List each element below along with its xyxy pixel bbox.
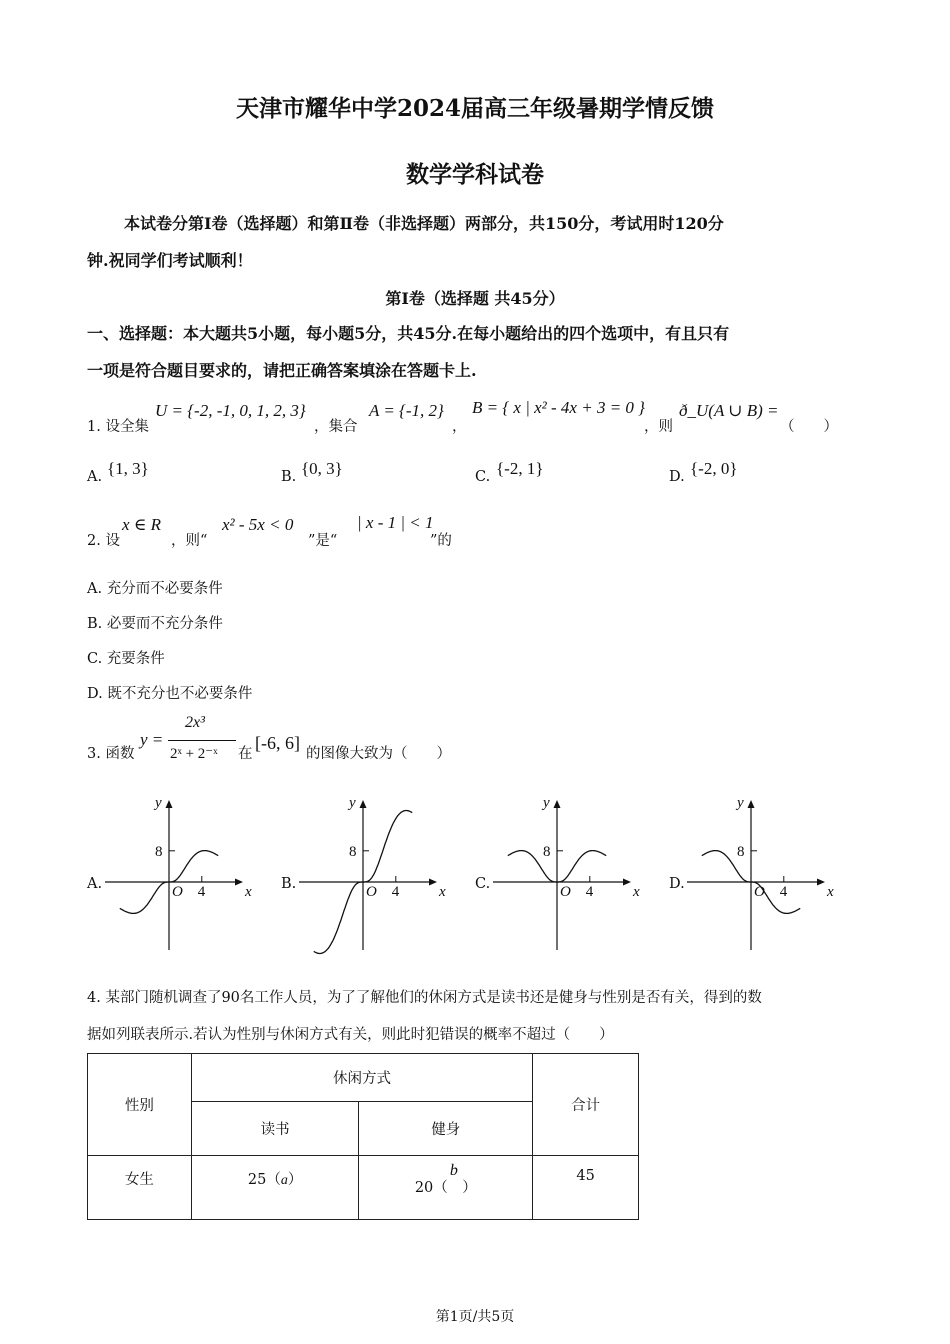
y-tick-label: 8: [155, 843, 163, 860]
row-female-label: 女生: [88, 1156, 192, 1220]
q1-option-d-value: {-2, 0}: [690, 459, 738, 478]
q2-suffix: ”的: [430, 533, 452, 549]
q2-variable: x ∈ R: [122, 515, 162, 534]
x-axis-arrow: [429, 879, 437, 886]
x-axis-label: x: [827, 884, 834, 900]
row-female-total: 45: [533, 1156, 639, 1220]
exam-title: 天津市耀华中学2024届高三年级暑期学情反馈: [235, 95, 714, 122]
x-tick-label: 4: [585, 884, 594, 900]
q1-option-c-value: {-2, 1}: [496, 459, 544, 478]
origin-label: O: [172, 884, 183, 900]
q3-graph-d: [687, 790, 847, 955]
q1-mid-text: ，集合: [314, 419, 358, 435]
x-axis-label: x: [439, 884, 446, 900]
x-axis-arrow: [817, 879, 825, 886]
y-axis-label: y: [155, 795, 162, 811]
origin-label: O: [366, 884, 377, 900]
header-leisure: 休闲方式: [191, 1054, 532, 1102]
q3-graph-a: [105, 790, 265, 955]
q2-prefix: 2. 设: [87, 533, 120, 549]
q1-option-d-letter[interactable]: D.: [669, 469, 685, 485]
q3-interval: [-6, 6]: [255, 733, 300, 753]
y-tick-label: 8: [737, 843, 745, 860]
x-tick-label: 4: [391, 884, 400, 900]
q2-option-a[interactable]: A. 充分而不必要条件: [87, 581, 223, 597]
q3-option-letter: B.: [281, 876, 297, 892]
q2-condition-1: x² - 5x < 0: [222, 515, 294, 534]
q3-option-letter: C.: [475, 876, 491, 892]
q2-mid1: ，则“: [171, 533, 208, 549]
q1-universal-set: U = {-2, -1, 0, 1, 2, 3}: [155, 401, 306, 420]
fitness-close: ）: [462, 1180, 477, 1196]
y-axis-label: y: [349, 795, 356, 811]
y-tick-label: 8: [543, 843, 551, 860]
q1-complement-expr: ð_U(A ∪ B) =: [679, 401, 779, 420]
row-female-fitness: [359, 1156, 533, 1220]
reading-count: 25（: [247, 1172, 281, 1188]
q1-option-b-value: {0, 3}: [301, 459, 343, 478]
x-tick-label: 4: [197, 884, 206, 900]
fitness-var: b: [449, 1162, 458, 1179]
x-axis-label: x: [633, 884, 640, 900]
y-axis-label: y: [737, 795, 744, 811]
q2-mid2: ”是“: [308, 533, 338, 549]
x-tick-label: 4: [779, 884, 788, 900]
q4-line-1: 4. 某部门随机调查了90名工作人员，为了了解他们的休闲方式是读书还是健身与性别是否有关，得到的数: [87, 990, 762, 1006]
q3-suffix: 的图像大致为（ ）: [306, 746, 451, 762]
y-axis-arrow: [360, 800, 367, 808]
q1-option-a-value: {1, 3}: [107, 459, 149, 478]
origin-label: O: [754, 884, 765, 900]
q1-comma: ，: [452, 419, 467, 435]
q3-y-equals: y =: [140, 730, 164, 749]
q3-prefix: 3. 函数: [87, 746, 135, 762]
x-axis-arrow: [623, 879, 631, 886]
reading-var: a: [280, 1173, 288, 1188]
q3-option-letter: A.: [87, 876, 103, 892]
q2-option-c[interactable]: C. 充要条件: [87, 651, 165, 667]
q1-answer-paren: （ ）: [780, 419, 838, 435]
section-instructions-1: 一、选择题：本大题共5小题，每小题5分，共45分.在每小题给出的四个选项中，有且只有: [87, 324, 730, 343]
q3-numerator: 2x³: [185, 714, 205, 731]
q3-graph-c: [493, 790, 653, 955]
x-axis-label: x: [245, 884, 252, 900]
q2-condition-2: | x - 1 | < 1: [357, 513, 434, 532]
fitness-count: 20（: [414, 1180, 448, 1196]
y-axis-arrow: [554, 800, 561, 808]
q4-line-2: 据如列联表所示.若认为性别与休闲方式有关，则此时犯错误的概率不超过（ ）: [87, 1027, 614, 1043]
q1-set-a: A = {-1, 2}: [369, 401, 444, 420]
q1-set-b: B = { x | x² - 4x + 3 = 0 }: [472, 398, 645, 417]
q2-option-d[interactable]: D. 既不充分也不必要条件: [87, 686, 253, 702]
header-total: 合计: [533, 1054, 639, 1156]
section-heading: 第Ⅰ卷（选择题 共45分）: [385, 289, 565, 308]
header-fitness: 健身: [359, 1102, 533, 1156]
y-axis-arrow: [166, 800, 173, 808]
q3-denominator: 2ˣ + 2⁻ˣ: [170, 746, 218, 762]
section-instructions-2: 一项是符合题目要求的，请把正确答案填涂在答题卡上.: [87, 361, 477, 380]
y-axis-label: y: [543, 795, 550, 811]
intro-line-1: 本试卷分第Ⅰ卷（选择题）和第Ⅱ卷（非选择题）两部分，共150分，考试用时120分: [124, 214, 724, 233]
q1-then: ，则: [644, 419, 673, 435]
q1-prefix: 1. 设全集: [87, 419, 149, 435]
intro-line-2: 钟.祝同学们考试顺利！: [87, 251, 253, 270]
header-reading: 读书: [191, 1102, 359, 1156]
row-female-reading: [191, 1156, 359, 1220]
y-tick-label: 8: [349, 843, 357, 860]
x-axis-arrow: [235, 879, 243, 886]
header-gender: 性别: [88, 1054, 192, 1156]
y-axis-arrow: [748, 800, 755, 808]
origin-label: O: [560, 884, 571, 900]
page-footer: 第1页/共5页: [435, 1309, 515, 1325]
q3-in: 在: [238, 746, 253, 762]
exam-subtitle: 数学学科试卷: [406, 161, 544, 188]
q2-option-b[interactable]: B. 必要而不充分条件: [87, 616, 223, 632]
q1-option-c-letter[interactable]: C.: [475, 469, 491, 485]
q1-option-a-letter[interactable]: A.: [87, 469, 103, 485]
q1-option-b-letter[interactable]: B.: [281, 469, 297, 485]
reading-close: ）: [287, 1172, 303, 1188]
q3-fraction-bar: [168, 740, 236, 741]
q3-option-letter: D.: [669, 876, 685, 892]
contingency-table: [87, 1053, 639, 1220]
q3-graph-b: [299, 790, 459, 955]
